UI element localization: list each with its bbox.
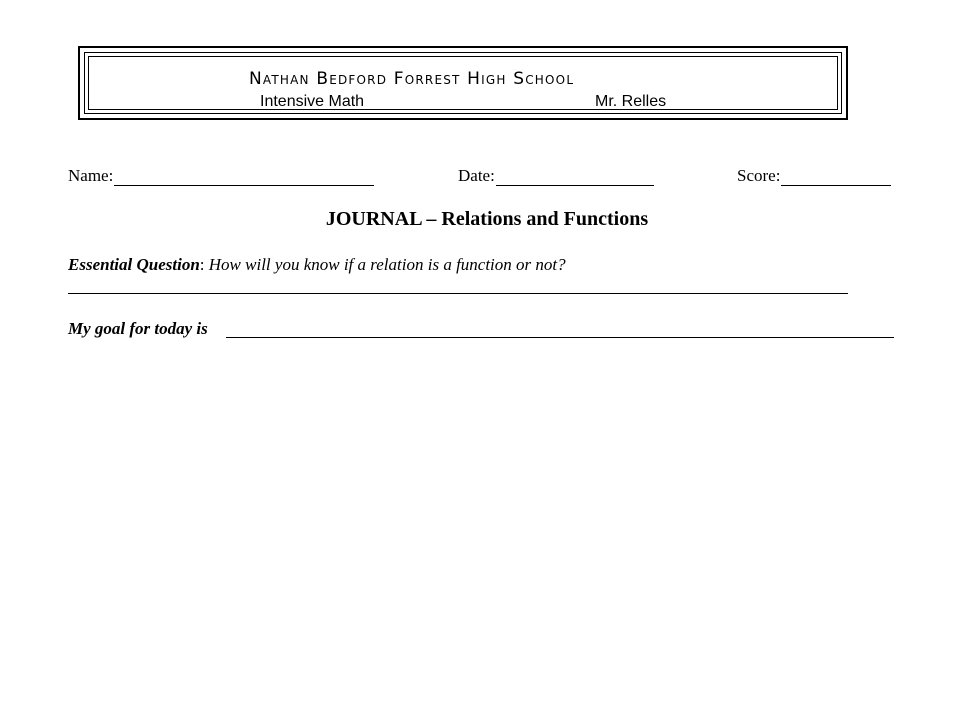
score-line[interactable] [781, 169, 891, 186]
journal-title: JOURNAL – Relations and Functions [325, 208, 649, 230]
header-inner-border-2 [88, 56, 838, 110]
goal-label: My goal for today is [68, 319, 208, 338]
score-label: Score: [737, 166, 781, 185]
date-field [458, 166, 654, 186]
name-line[interactable] [114, 169, 374, 186]
course-name: Intensive Math [260, 93, 365, 110]
essential-question-separator: : [199, 255, 205, 274]
essential-question-label: Essential Question [68, 255, 200, 274]
score-field [737, 166, 891, 186]
date-line[interactable] [496, 169, 654, 186]
school-name: Nathan Bedford Forrest High School [249, 69, 575, 89]
essential-question-text: How will you know if a relation is a function or not? [204, 255, 566, 274]
name-field [68, 166, 374, 186]
essential-question-answer-line[interactable] [68, 293, 848, 294]
header-inner-border [84, 52, 842, 114]
name-label: Name: [68, 166, 114, 185]
essential-question [68, 255, 566, 275]
goal-answer-line[interactable] [226, 337, 894, 338]
school-header-box [78, 46, 848, 120]
teacher-name: Mr. Relles [595, 93, 667, 110]
date-label: Date: [458, 166, 495, 185]
